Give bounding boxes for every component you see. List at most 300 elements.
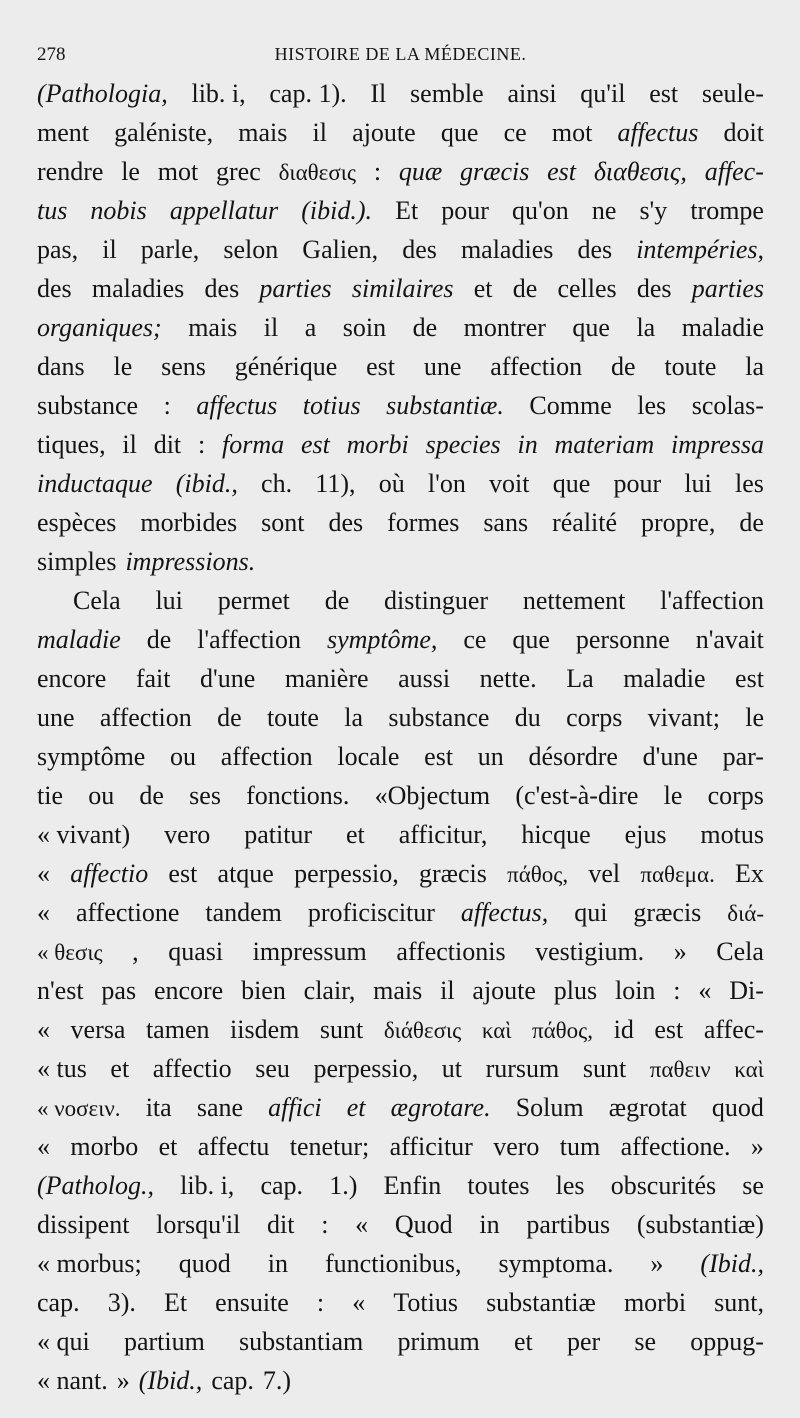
word: διάθεσις bbox=[383, 1018, 462, 1043]
word: corps bbox=[707, 781, 764, 810]
word: qui bbox=[574, 898, 608, 927]
word: de bbox=[512, 274, 538, 303]
word: il bbox=[312, 118, 327, 147]
word: Et bbox=[163, 1288, 188, 1317]
word: mais bbox=[373, 976, 423, 1005]
word: affectus, bbox=[460, 898, 549, 927]
word: lui bbox=[684, 469, 712, 498]
word: substantiam bbox=[239, 1327, 364, 1356]
word: quæ bbox=[398, 157, 443, 186]
word: impressions. bbox=[125, 547, 256, 576]
word: est bbox=[300, 430, 330, 459]
word: « bbox=[37, 898, 50, 927]
word: soin bbox=[342, 313, 387, 342]
word: symptoma. bbox=[498, 1249, 614, 1278]
word: « bbox=[37, 1132, 50, 1161]
word: καὶ bbox=[481, 1018, 512, 1043]
word: se bbox=[742, 1171, 764, 1200]
word: clair, bbox=[303, 976, 356, 1005]
page-number: 278 bbox=[37, 44, 66, 65]
word: et bbox=[158, 1132, 178, 1161]
word: substantiæ. bbox=[386, 391, 504, 420]
text-line bbox=[37, 815, 764, 854]
word: vestigium. bbox=[535, 937, 645, 966]
word: encore bbox=[153, 976, 224, 1005]
text-line bbox=[37, 971, 764, 1010]
word: Comme bbox=[529, 391, 612, 420]
word: functionibus, bbox=[325, 1249, 462, 1278]
word: rendre bbox=[37, 157, 104, 186]
word: affectu bbox=[197, 1132, 270, 1161]
word: perpessio, bbox=[294, 859, 399, 888]
word: Enfin bbox=[383, 1171, 442, 1200]
word: iisdem bbox=[230, 1015, 300, 1044]
word: (c'est-à-dire bbox=[515, 781, 639, 810]
word: de bbox=[739, 508, 764, 537]
word: dans bbox=[37, 352, 85, 381]
word: toutes bbox=[467, 1171, 530, 1200]
word: et bbox=[110, 1054, 130, 1083]
word: espèces bbox=[37, 508, 117, 537]
word: Solum bbox=[515, 1093, 584, 1122]
word: » bbox=[116, 1366, 130, 1395]
word: affectus bbox=[196, 391, 278, 420]
word: des bbox=[204, 274, 240, 303]
word: « nant. bbox=[37, 1366, 108, 1395]
text-line bbox=[37, 113, 764, 152]
word: (Ibid., bbox=[138, 1366, 203, 1395]
word: Totius bbox=[393, 1288, 458, 1317]
word: Il bbox=[370, 79, 387, 108]
word: mot bbox=[157, 157, 199, 186]
word: ou bbox=[88, 781, 115, 810]
word: cap. bbox=[37, 1288, 80, 1317]
word: ou bbox=[170, 742, 197, 771]
text-line bbox=[37, 347, 764, 386]
text-line bbox=[37, 542, 764, 581]
word: quasi bbox=[168, 937, 224, 966]
word: dit bbox=[153, 430, 182, 459]
page-header bbox=[37, 40, 764, 74]
word: maladie bbox=[623, 664, 706, 693]
word: Cela bbox=[73, 586, 121, 615]
word: sens bbox=[161, 352, 206, 381]
text-line bbox=[37, 386, 764, 425]
word: de bbox=[412, 313, 438, 342]
word: mais bbox=[188, 313, 238, 342]
body-text bbox=[37, 74, 764, 1400]
word: permet bbox=[217, 586, 290, 615]
word: πάθος, bbox=[532, 1018, 594, 1043]
word: substance bbox=[37, 391, 139, 420]
text-line bbox=[37, 74, 764, 113]
word: parties bbox=[691, 274, 764, 303]
word: fonctions. bbox=[246, 781, 350, 810]
word: il bbox=[440, 976, 455, 1005]
word: Di- bbox=[729, 976, 764, 1005]
word: græcis bbox=[459, 157, 530, 186]
word: d'une bbox=[200, 664, 256, 693]
word: que bbox=[552, 469, 591, 498]
word: materiam bbox=[554, 430, 655, 459]
word: sunt bbox=[319, 1015, 364, 1044]
word: « morbus; bbox=[37, 1249, 142, 1278]
word: cap. bbox=[260, 1171, 304, 1200]
word: affection bbox=[220, 742, 313, 771]
word: pas bbox=[101, 976, 137, 1005]
text-line bbox=[37, 1205, 764, 1244]
word: nette. bbox=[479, 664, 537, 693]
word: les bbox=[637, 391, 667, 420]
text-line bbox=[37, 503, 764, 542]
word: lib. i, bbox=[191, 79, 246, 108]
word: ajoute bbox=[352, 118, 416, 147]
word: les bbox=[555, 1171, 585, 1200]
word: une bbox=[423, 352, 462, 381]
word: formes bbox=[387, 508, 460, 537]
word: le bbox=[663, 781, 683, 810]
word: impressa bbox=[671, 430, 764, 459]
word: ægrotat bbox=[608, 1093, 687, 1122]
word: doit bbox=[723, 118, 764, 147]
word: vero bbox=[493, 1132, 540, 1161]
word: : bbox=[373, 157, 382, 186]
word: mot bbox=[551, 118, 593, 147]
word: parle, bbox=[140, 235, 200, 264]
word: inductaque bbox=[37, 469, 153, 498]
word: des bbox=[37, 274, 72, 303]
word: διά- bbox=[727, 901, 764, 926]
word: voit bbox=[489, 469, 530, 498]
word: » bbox=[750, 1132, 764, 1161]
word: est bbox=[547, 157, 577, 186]
word: le bbox=[113, 352, 133, 381]
text-line bbox=[37, 620, 764, 659]
word: et bbox=[513, 1327, 533, 1356]
word: motus bbox=[700, 820, 764, 849]
word: toute bbox=[266, 703, 319, 732]
word: désordre bbox=[528, 742, 618, 771]
word: nobis bbox=[90, 196, 147, 225]
word: 3). bbox=[107, 1288, 136, 1317]
word: 1.) bbox=[329, 1171, 358, 1200]
text-line bbox=[37, 932, 764, 971]
text-line bbox=[37, 308, 764, 347]
word: » bbox=[650, 1249, 664, 1278]
word: corps bbox=[566, 703, 623, 732]
text-line bbox=[37, 1010, 764, 1049]
word: « tus bbox=[37, 1054, 87, 1083]
word: tiques, bbox=[37, 430, 106, 459]
word: ne bbox=[591, 196, 617, 225]
word: seu bbox=[255, 1054, 290, 1083]
text-line bbox=[37, 659, 764, 698]
word: qu'il bbox=[580, 79, 626, 108]
word: symptôme bbox=[37, 742, 146, 771]
word: a bbox=[304, 313, 317, 342]
word: παθειν bbox=[649, 1057, 711, 1082]
word: plus bbox=[553, 976, 598, 1005]
word: de bbox=[217, 703, 242, 732]
word: (Ibid., bbox=[700, 1249, 764, 1278]
word: morbides bbox=[140, 508, 238, 537]
word: affectio bbox=[152, 1054, 232, 1083]
word: bien bbox=[241, 976, 286, 1005]
word: (Patholog., bbox=[37, 1171, 154, 1200]
text-line bbox=[37, 425, 764, 464]
word: ch. bbox=[261, 469, 293, 498]
word: lib. i, bbox=[180, 1171, 235, 1200]
word: scolas- bbox=[691, 391, 764, 420]
word: species bbox=[425, 430, 501, 459]
word: le bbox=[121, 157, 140, 186]
word: simples bbox=[37, 547, 117, 576]
text-line bbox=[37, 1166, 764, 1205]
word: sans bbox=[483, 508, 529, 537]
word: des bbox=[577, 235, 613, 264]
word: du bbox=[514, 703, 541, 732]
word: fait bbox=[135, 664, 171, 693]
word: des bbox=[328, 508, 364, 537]
word: est bbox=[168, 859, 198, 888]
word: intempéries, bbox=[636, 235, 764, 264]
text-line bbox=[37, 854, 764, 893]
word: affectio bbox=[70, 859, 149, 888]
word: manière bbox=[284, 664, 369, 693]
word: par- bbox=[722, 742, 764, 771]
word: partibus bbox=[526, 1210, 611, 1239]
text-line bbox=[37, 581, 764, 620]
word: affectionis bbox=[396, 937, 506, 966]
word: obscurités bbox=[610, 1171, 717, 1200]
word: cap. 1). bbox=[269, 79, 347, 108]
text-line bbox=[37, 1361, 764, 1400]
word: il bbox=[102, 235, 117, 264]
word: mais bbox=[238, 118, 288, 147]
word: sont bbox=[261, 508, 305, 537]
word: l'affection bbox=[197, 625, 302, 654]
text-line bbox=[37, 776, 764, 815]
word: Quod bbox=[394, 1210, 453, 1239]
word: versa bbox=[70, 1015, 126, 1044]
text-line bbox=[37, 737, 764, 776]
word: ment bbox=[37, 118, 89, 147]
word: montrer bbox=[463, 313, 546, 342]
word: ce bbox=[463, 625, 487, 654]
word: symptôme, bbox=[326, 625, 438, 654]
word: : bbox=[316, 1288, 325, 1317]
word: substance bbox=[388, 703, 490, 732]
word: pour bbox=[613, 469, 662, 498]
text-line bbox=[37, 1088, 764, 1127]
text-line bbox=[37, 464, 764, 503]
word: un bbox=[477, 742, 504, 771]
word: il bbox=[122, 430, 137, 459]
word: oppug- bbox=[690, 1327, 764, 1356]
word: que bbox=[572, 313, 610, 342]
word: vero bbox=[164, 820, 211, 849]
word: proficiscitur bbox=[307, 898, 435, 927]
word: perpessio, bbox=[313, 1054, 419, 1083]
word: générique bbox=[234, 352, 338, 381]
word: personne bbox=[575, 625, 670, 654]
word: n'avait bbox=[695, 625, 764, 654]
word: l'affection bbox=[660, 586, 764, 615]
word: d'une bbox=[642, 742, 698, 771]
word: (ibid., bbox=[175, 469, 238, 498]
word: nettement bbox=[522, 586, 626, 615]
word: διαθεσις, bbox=[593, 157, 687, 186]
word: est bbox=[366, 352, 395, 381]
word: ut bbox=[441, 1054, 463, 1083]
word: il bbox=[263, 313, 279, 342]
running-title: HISTOIRE DE LA MÉDECINE. bbox=[274, 44, 527, 64]
word: tandem bbox=[205, 898, 282, 927]
word: de bbox=[324, 586, 350, 615]
word: (Pathologia, bbox=[37, 79, 168, 108]
word: appellatur bbox=[169, 196, 279, 225]
word: vel bbox=[588, 859, 621, 888]
word: affection bbox=[490, 352, 583, 381]
word: tus bbox=[37, 196, 68, 225]
word: n'est bbox=[37, 976, 84, 1005]
word: des bbox=[636, 274, 672, 303]
text-line bbox=[37, 1049, 764, 1088]
word: tie bbox=[37, 781, 63, 810]
word: ita bbox=[145, 1093, 172, 1122]
word: forma bbox=[222, 430, 285, 459]
word: : bbox=[163, 391, 171, 420]
word: est bbox=[654, 1015, 684, 1044]
word: vivant; bbox=[647, 703, 720, 732]
word: Et bbox=[395, 196, 419, 225]
word: semble bbox=[410, 79, 484, 108]
word: καὶ bbox=[734, 1057, 764, 1082]
word: tum bbox=[559, 1132, 601, 1161]
word: partium bbox=[123, 1327, 205, 1356]
word: ægrotare. bbox=[390, 1093, 491, 1122]
word: est bbox=[424, 742, 454, 771]
word: lui bbox=[155, 586, 183, 615]
word: : bbox=[673, 976, 681, 1005]
word: id bbox=[613, 1015, 634, 1044]
word: afficitur, bbox=[398, 820, 488, 849]
word: maladies bbox=[91, 274, 185, 303]
word: διαθεσις bbox=[278, 160, 357, 185]
word: est bbox=[649, 79, 679, 108]
word: per bbox=[566, 1327, 601, 1356]
word: Ex bbox=[735, 859, 764, 888]
text-line bbox=[37, 230, 764, 269]
word: s'y bbox=[639, 196, 668, 225]
word: de bbox=[611, 352, 636, 381]
word: « bbox=[355, 1210, 369, 1239]
word: affec- bbox=[703, 1015, 764, 1044]
word: græcis bbox=[418, 859, 487, 888]
word: in bbox=[517, 430, 538, 459]
word: ensuite bbox=[215, 1288, 289, 1317]
word: substantiæ bbox=[486, 1288, 596, 1317]
word: locale bbox=[337, 742, 400, 771]
word: hicque bbox=[521, 820, 591, 849]
word: trompe bbox=[690, 196, 764, 225]
word: totius bbox=[302, 391, 361, 420]
text-line bbox=[37, 1244, 764, 1283]
word: « νοσειν. bbox=[37, 1096, 121, 1121]
word: tamen bbox=[145, 1015, 210, 1044]
word: : bbox=[321, 1210, 329, 1239]
word: et bbox=[346, 820, 365, 849]
text-line bbox=[37, 1322, 764, 1361]
word: rursum bbox=[485, 1054, 560, 1083]
word: Galien, bbox=[302, 235, 379, 264]
word: ce bbox=[503, 118, 527, 147]
word: la bbox=[745, 352, 764, 381]
word: quod bbox=[711, 1093, 764, 1122]
word: similaires bbox=[351, 274, 454, 303]
word: sunt bbox=[582, 1054, 627, 1083]
word: ainsi bbox=[507, 79, 557, 108]
word: dit bbox=[267, 1210, 295, 1239]
word: tenetur; bbox=[289, 1132, 370, 1161]
word: est bbox=[735, 664, 764, 693]
word: ajoute bbox=[472, 976, 536, 1005]
word: loin bbox=[614, 976, 656, 1005]
word: distinguer bbox=[384, 586, 489, 615]
word: « bbox=[37, 1015, 50, 1044]
word: παθεμα. bbox=[640, 862, 715, 887]
word: morbo bbox=[70, 1132, 139, 1161]
word: où bbox=[378, 469, 405, 498]
word: affectus bbox=[617, 118, 699, 147]
word: 7.) bbox=[262, 1366, 292, 1395]
text-line bbox=[37, 152, 764, 191]
word: aussi bbox=[398, 664, 451, 693]
word: « θεσις bbox=[37, 940, 103, 965]
word: » bbox=[673, 937, 687, 966]
word: pas, bbox=[37, 235, 79, 264]
word: affectione. bbox=[620, 1132, 731, 1161]
word: se bbox=[634, 1327, 657, 1356]
word: toute bbox=[664, 352, 717, 381]
word: galéniste, bbox=[114, 118, 214, 147]
word: , bbox=[132, 937, 139, 966]
word: « bbox=[698, 976, 712, 1005]
word: organiques; bbox=[37, 313, 162, 342]
word: in bbox=[267, 1249, 288, 1278]
word: ses bbox=[189, 781, 221, 810]
text-line bbox=[37, 1127, 764, 1166]
word: des bbox=[402, 235, 437, 264]
word: « bbox=[352, 1288, 366, 1317]
word: que bbox=[512, 625, 550, 654]
word: 11), bbox=[315, 469, 356, 498]
word: et bbox=[346, 1093, 366, 1122]
word: (ibid.). bbox=[301, 196, 373, 225]
word: lorsqu'il bbox=[156, 1210, 241, 1239]
word: pour bbox=[441, 196, 489, 225]
word: « bbox=[37, 859, 50, 888]
word: (substantiæ) bbox=[636, 1210, 764, 1239]
word: πάθος, bbox=[507, 862, 569, 887]
word: ejus bbox=[624, 820, 667, 849]
word: « qui bbox=[37, 1327, 90, 1356]
word: afficitur bbox=[389, 1132, 473, 1161]
text-line bbox=[37, 269, 764, 308]
word: réalité bbox=[552, 508, 618, 537]
word: une bbox=[37, 703, 75, 732]
word: : bbox=[197, 430, 206, 459]
